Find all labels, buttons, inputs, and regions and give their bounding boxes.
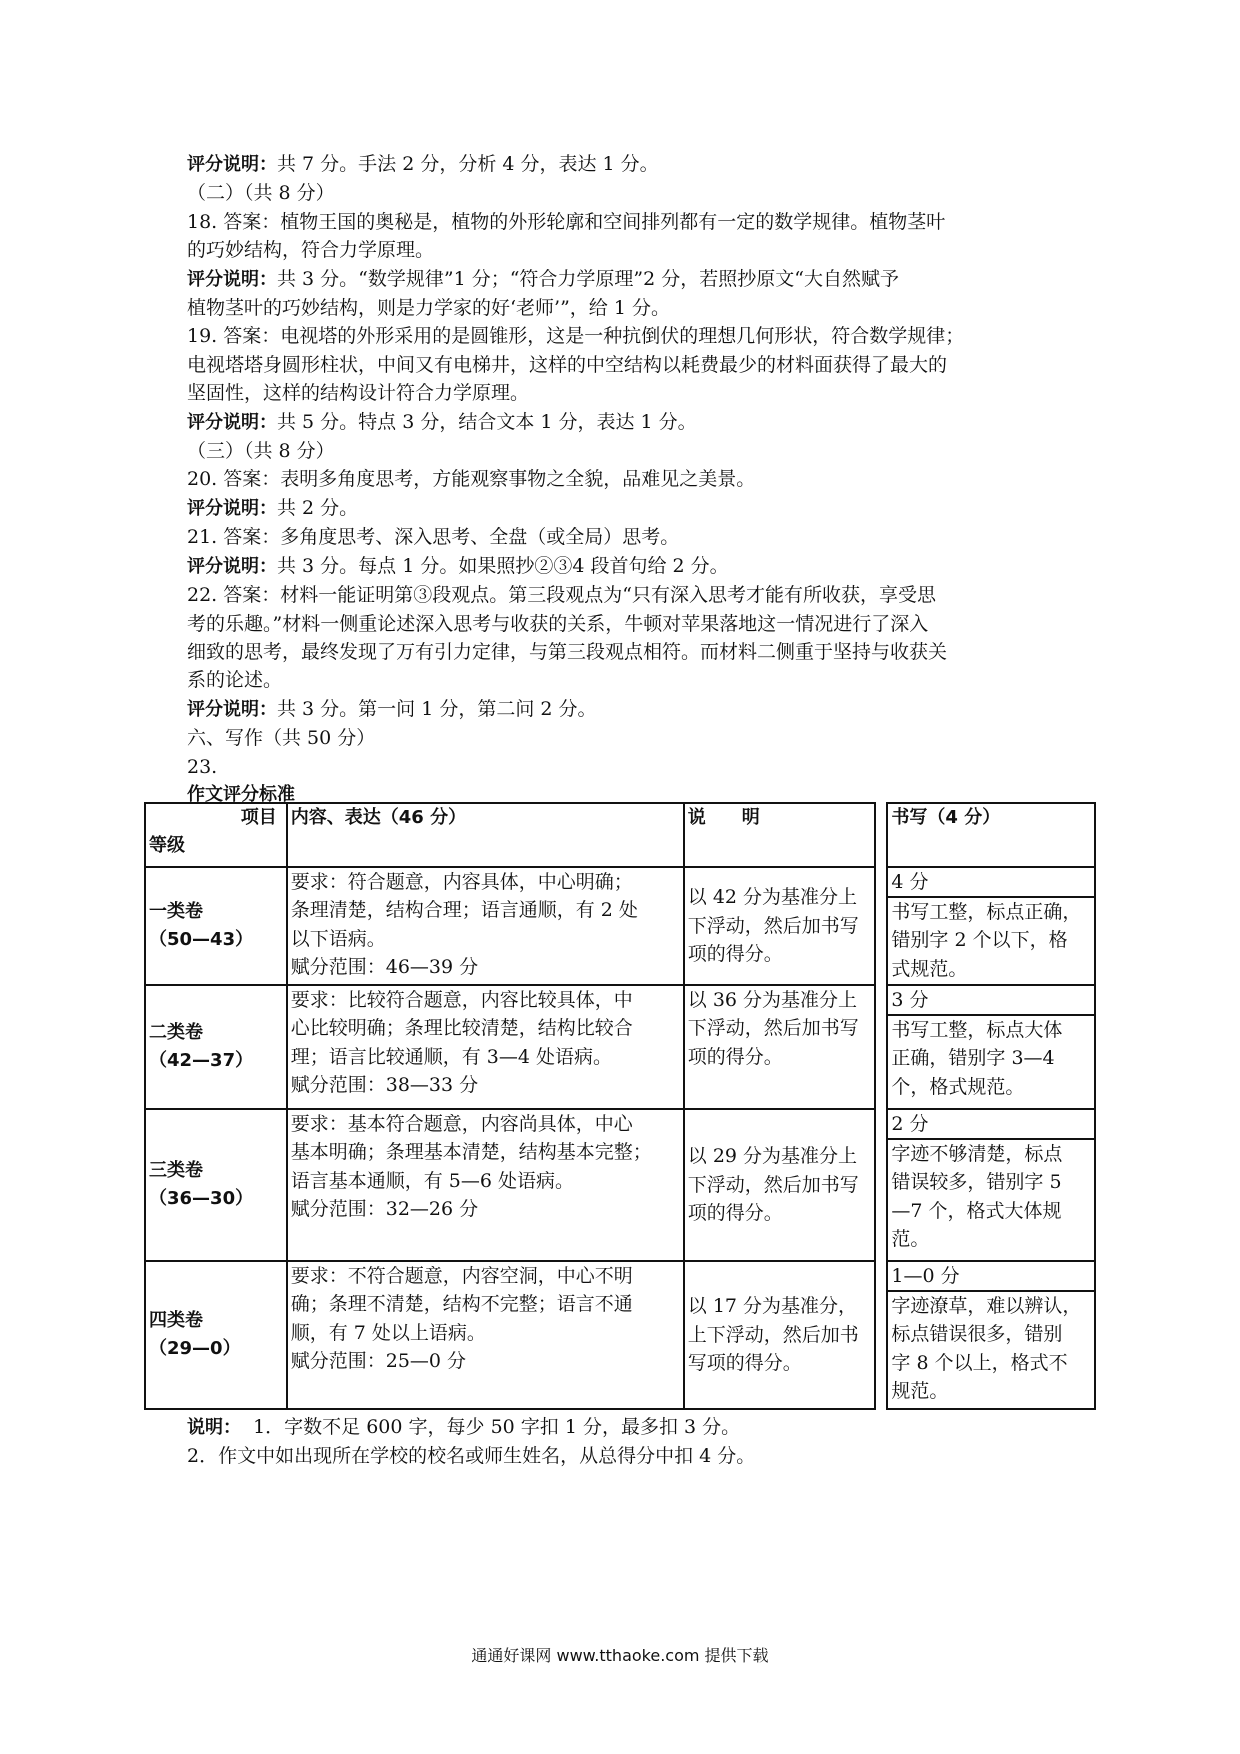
answer-22-cont: 系的论述。 (187, 669, 283, 692)
column-divider (875, 1261, 887, 1409)
question-number: 23. (187, 755, 218, 778)
column-divider (875, 867, 887, 985)
answer-20: 20. 答案：表明多角度思考，方能观察事物之全貌，品难见之美景。 (187, 468, 756, 491)
section-heading: （二）（共 8 分） (187, 182, 335, 205)
content-cell: 要求：符合题意，内容具体，中心明确； 条理清楚，结构合理；语言通顺，有 2 处 以下语病。 赋分范围：46—39 分 (287, 867, 684, 985)
table-row (145, 1261, 1095, 1409)
content-cell: 要求：基本符合题意，内容尚具体，中心 基本明确；条理基本清楚，结构基本完整； 语言基本通顺，有 5—6 处语病。 赋分范围：32—26 分 (287, 1109, 684, 1261)
answer-21: 21. 答案：多角度思考、深入思考、全盘（或全局）思考。 (187, 526, 680, 549)
scoring-note: 评分说明：共 7 分。手法 2 分，分析 4 分，表达 1 分。 (187, 153, 659, 175)
answer-key-text (187, 150, 1097, 809)
essay-grading-table (144, 802, 1096, 1410)
scoring-note: 评分说明：共 5 分。特点 3 分，结合文本 1 分，表达 1 分。 (187, 410, 697, 433)
scoring-note: 评分说明：共 3 分。第一问 1 分，第二问 2 分。 (187, 697, 597, 720)
note-2: 2．作文中如出现所在学校的校名或师生姓名，从总得分中扣 4 分。 (187, 1445, 756, 1468)
scoring-note: 评分说明：共 3 分。“数学规律”1 分；“符合力学原理”2 分，若照抄原文“大自然赋予 (187, 267, 899, 290)
writing-cell: 4 分 书写工整，标点正确， 错别字 2 个以下，格 式规范。 (887, 867, 1095, 985)
answer-19: 19. 答案：电视塔的外形采用的是圆锥形，这是一种抗倒伏的理想几何形状，符合数学规律； (187, 325, 965, 348)
grade-cell: 一类卷 （50—43） (145, 867, 287, 985)
writing-cell: 2 分 字迹不够清楚，标点 错误较多，错别字 5 —7 个，格式大体规 范。 (887, 1109, 1095, 1261)
header-note: 说 明 (684, 803, 876, 867)
column-divider (875, 1109, 887, 1261)
scoring-note: 评分说明：共 3 分。每点 1 分。如果照抄②③4 段首句给 2 分。 (187, 554, 729, 577)
writing-cell: 1—0 分 字迹潦草，难以辨认， 标点错误很多，错别 字 8 个以上，格式不 规范。 (887, 1261, 1095, 1409)
scoring-note: 评分说明：共 2 分。 (187, 496, 359, 519)
note-cell: 以 36 分为基准分上 下浮动，然后加书写 项的得分。 (684, 985, 876, 1109)
grading-notes (187, 1413, 755, 1471)
footer-watermark: 通通好课网 www.tthaoke.com 提供下载 (471, 1646, 769, 1665)
answer-22-cont: 细致的思考，最终发现了万有引力定律，与第三段观点相符。而材料二侧重于坚持与收获关 (187, 640, 948, 663)
note-cell: 以 42 分为基准分上 下浮动，然后加书写 项的得分。 (684, 867, 876, 985)
table-row (145, 985, 1095, 1109)
grade-cell: 二类卷 （42—37） (145, 985, 287, 1109)
grade-cell: 三类卷 （36—30） (145, 1109, 287, 1261)
note-cell: 以 17 分为基准分， 上下浮动，然后加书 写项的得分。 (684, 1261, 876, 1409)
answer-22: 22. 答案：材料一能证明第③段观点。第三段观点为“只有深入思考才能有所收获，享受思 (187, 584, 936, 607)
header-writing: 书写（4 分） (887, 803, 1095, 867)
table-title: 作文评分标准 (187, 783, 295, 805)
content-cell: 要求：不符合题意，内容空洞，中心不明 确；条理不清楚，结构不完整；语言不通 顺，有 7 处以上语病。 赋分范围：25—0 分 (287, 1261, 684, 1409)
writing-cell: 3 分 书写工整，标点大体 正确，错别字 3—4 个，格式规范。 (887, 985, 1095, 1109)
table-header-row (145, 803, 1095, 867)
header-content: 内容、表达（46 分） (287, 803, 684, 867)
scoring-note-cont: 植物茎叶的巧妙结构，则是力学家的好‘老师’”，给 1 分。 (187, 297, 670, 320)
column-divider (875, 985, 887, 1109)
note-1: 1．字数不足 600 字，每少 50 字扣 1 分，最多扣 3 分。 (253, 1416, 741, 1438)
table-row (145, 1109, 1095, 1261)
answer-22-cont: 考的乐趣。”材料一侧重论述深入思考与收获的关系，牛顿对苹果落地这一情况进行了深入 (187, 612, 929, 635)
content-cell: 要求：比较符合题意，内容比较具体，中 心比较明确；条理比较清楚，结构比较合 理；语言比较通顺，有 3—4 处语病。 赋分范围：38—33 分 (287, 985, 684, 1109)
answer-19-cont: 坚固性，这样的结构设计符合力学原理。 (187, 382, 530, 405)
section-heading: （三）（共 8 分） (187, 440, 335, 463)
column-divider (875, 803, 887, 867)
section-heading: 六、写作（共 50 分） (187, 727, 376, 750)
header-item-grade: 项目 等级 (145, 803, 287, 867)
answer-18: 18. 答案：植物王国的奥秘是，植物的外形轮廓和空间排列都有一定的数学规律。植物茎叶 (187, 210, 946, 233)
notes-label: 说明： (187, 1417, 241, 1438)
grade-cell: 四类卷 （29—0） (145, 1261, 287, 1409)
note-cell: 以 29 分为基准分上 下浮动，然后加书写 项的得分。 (684, 1109, 876, 1261)
answer-18-cont: 的巧妙结构，符合力学原理。 (187, 239, 435, 262)
answer-19-cont: 电视塔塔身圆形柱状，中间又有电梯井，这样的中空结构以耗费最少的材料面获得了最大的 (187, 353, 948, 376)
table-row (145, 867, 1095, 985)
